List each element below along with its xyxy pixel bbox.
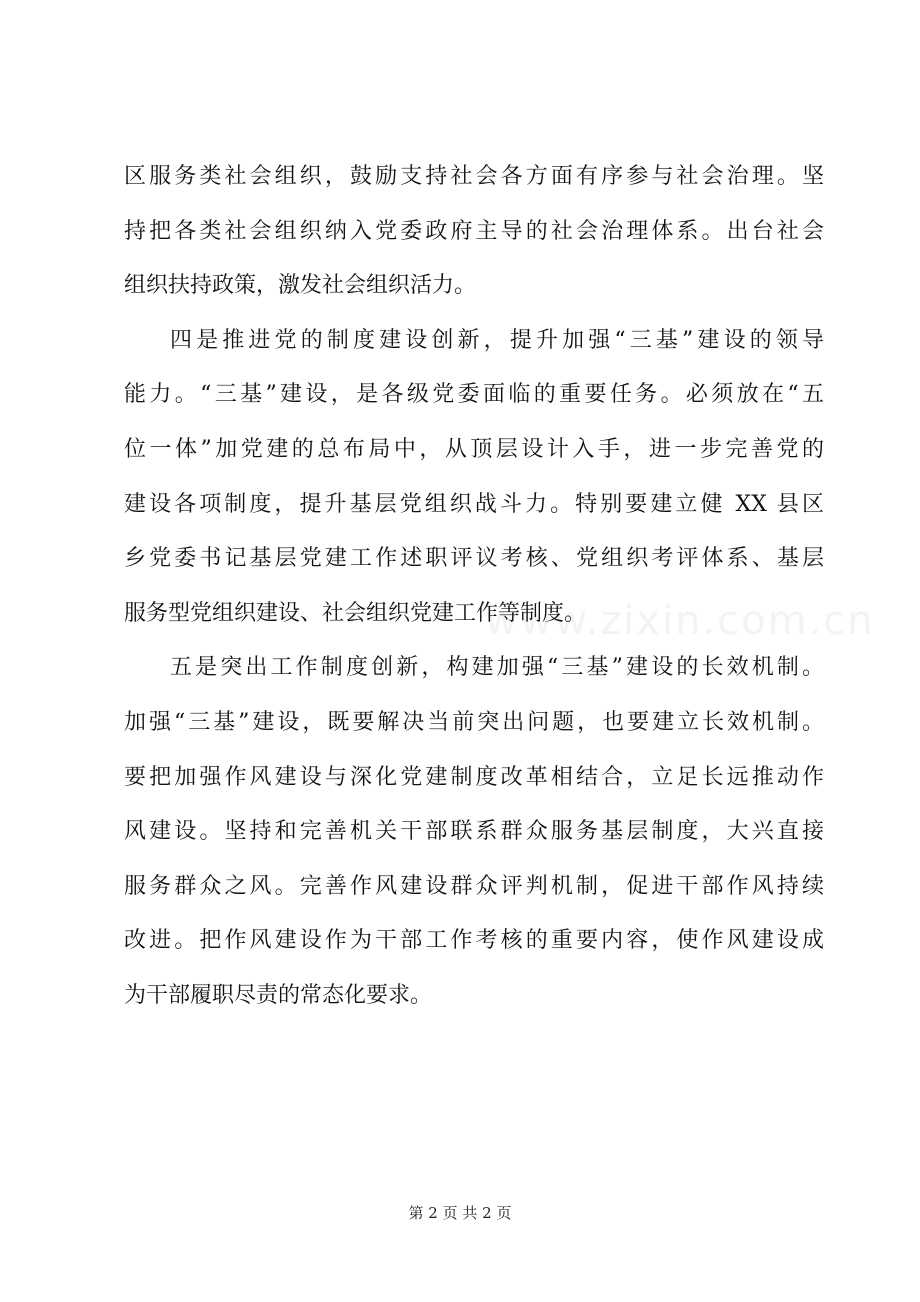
text-line: 风建设。坚持和完善机关干部联系群众服务基层制度，大兴直接	[124, 819, 824, 845]
text-line: 为干部履职尽责的常态化要求。	[124, 982, 433, 1008]
text-line: 要把加强作风建设与深化党建制度改革相结合，立足长远推动作	[124, 764, 824, 790]
body-text	[124, 150, 824, 1024]
text-line: 位一体”加党建的总布局中，从顶层设计入手，进一步完善党的	[124, 436, 824, 462]
text-line: 服务群众之风。完善作风建设群众评判机制，促进干部作风持续	[124, 873, 824, 899]
page-footer: 第 2 页 共 2 页	[408, 1204, 512, 1222]
paragraph-start-line: 四是推进党的制度建设创新，提升加强“三基”建设的领导	[170, 327, 824, 353]
text-line: 区服务类社会组织，鼓励支持社会各方面有序参与社会治理。坚	[124, 164, 824, 189]
text-line: 能力。“三基”建设，是各级党委面临的重要任务。必须放在“五	[124, 382, 824, 408]
text-line: 组织扶持政策，激发社会组织活力。	[124, 273, 477, 299]
text-line: 乡党委书记基层党建工作述职评议考核、党组织考评体系、基层	[124, 546, 824, 572]
text-line: 改进。把作风建设作为干部工作考核的重要内容，使作风建设成	[124, 928, 824, 954]
watermark: www.zixin.com.cn	[485, 598, 875, 644]
text-line: 服务型党组织建设、社会组织党建工作等制度。	[124, 600, 587, 626]
paragraph-start-line: 五是突出工作制度创新，构建加强“三基”建设的长效机制。	[170, 655, 824, 681]
text-line: 加强“三基”建设，既要解决当前突出问题，也要建立长效机制。	[124, 709, 824, 735]
text-line: 持把各类社会组织纳入党委政府主导的社会治理体系。出台社会	[124, 218, 824, 244]
text-line: 建设各项制度，提升基层党组织战斗力。特别要建立健 XX 县区	[124, 491, 824, 517]
